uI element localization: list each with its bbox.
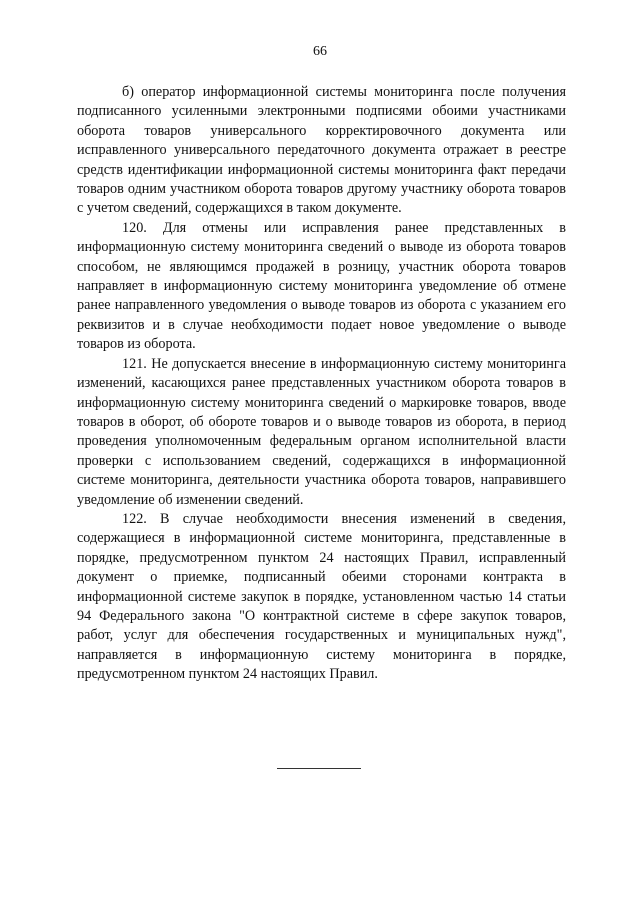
page-number: 66 [313,44,327,59]
paragraph-subitem-b: б) оператор информационной системы мониторинга после получения подписанного усиленными электронными подписями обоими участниками оборота товаров универсального корректировочного документа или исправленного универсального передаточного документа отражает в реестре средств идентификации информационной системы мониторинга факт передачи товаров одним участником оборота товаров другому участнику оборота товаров с учетом сведений, содержащихся в таком документе. [77,84,566,217]
paragraph-120: 120. Для отмены или исправления ранее представленных в информационную систему мониторинга сведений о выводе из оборота товаров способом, не являющимся продажей в розницу, участник оборота товаров направляет в информационную систему мониторинга уведомление об отмене ранее направленного уведомления о выводе товаров из оборота с указанием его реквизитов и в случае необходимости подает новое уведомление о выводе товаров из оборота. [77,219,566,353]
paragraph-121: 121. Не допускается внесение в информационную систему мониторинга изменений, касающихся ранее представленных участником оборота товаров в информационную систему мониторинга сведений о маркировке товаров, вводе товаров в оборот, об обороте товаров и о выводе товаров из оборота, в период проведения уполномоченным федеральным органом исполнительной власти проверки с использованием сведений, содержащихся в информационной системе мониторинга, деятельности участника оборота товаров, направившего уведомление об изменении сведений. [77,355,566,508]
footer-divider [277,768,361,769]
paragraph-122: 122. В случае необходимости внесения изменений в сведения, содержащиеся в информационной системе мониторинга, представленные в порядке, предусмотренном пунктом 24 настоящих Правил, исправленный документ о приемке, подписанный обеими сторонами контракта в информационной системе закупок в порядке, установленном частью 14 статьи 94 Федерального закона "О контрактной системе в сфере закупок товаров, работ, услуг для обеспечения государственных и муниципальных нужд", направляется в информационную систему мониторинга в порядке, предусмотренном пунктом 24 настоящих Правил. [77,510,566,683]
document-body [77,83,566,685]
